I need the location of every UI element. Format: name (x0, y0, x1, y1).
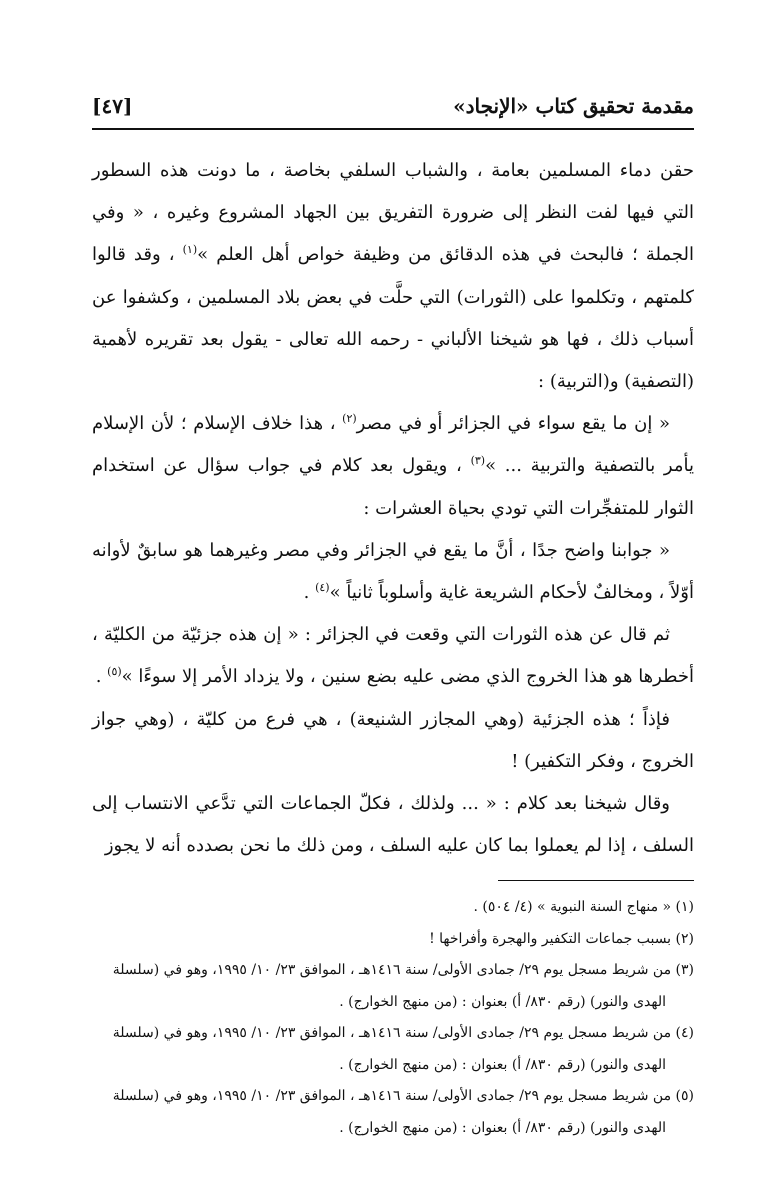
footnote-5-cont: الهدى والنور) (رقم ٨٣٠/ أ) بعنوان : (من منهج الخوارج) . (339, 1119, 666, 1136)
footnote-1: (١) « منهاج السنة النبوية » (٤/ ٥٠٤) . (473, 899, 694, 915)
footnote-4: (٤) من شريط مسجل يوم ٢٩/ جمادى الأولى/ سنة ١٤١٦هـ ، الموافق ٢٣/ ١٠/ ١٩٩٥، وهو في (سلسلة (112, 1025, 694, 1041)
footnote-3-cont: الهدى والنور) (رقم ٨٣٠/ أ) بعنوان : (من منهج الخوارج) . (339, 993, 666, 1010)
footnote-2: (٢) بسبب جماعات التكفير والهجرة وأفراخها ! (429, 930, 694, 947)
paragraph-3: « جوابنا واضح جدًا ، أنَّ ما يقع في الجزائر وفي مصر وغيرهما هو سابقٌ لأوانه أوّلاً ، ومخالفٌ لأحكام الشريعة غاية وأسلوباً ثانياً »$^{(٤)}$ . (92, 539, 694, 604)
footnote-3: (٣) من شريط مسجل يوم ٢٩/ جمادى الأولى/ سنة ١٤١٦هـ ، الموافق ٢٣/ ١٠/ ١٩٩٥، وهو في (سلسلة (112, 962, 694, 978)
footnote-ref[interactable]: (٣) (470, 454, 486, 468)
footnote-ref[interactable]: (٢) (342, 412, 357, 426)
page-number: [٤٧] (92, 94, 133, 118)
header-rule (92, 128, 694, 130)
footnote-ref[interactable]: (٥) (107, 665, 122, 679)
footnote-5: (٥) من شريط مسجل يوم ٢٩/ جمادى الأولى/ سنة ١٤١٦هـ ، الموافق ٢٣/ ١٠/ ١٩٩٥، وهو في (سلسلة (112, 1088, 694, 1104)
footnote-4-cont: الهدى والنور) (رقم ٨٣٠/ أ) بعنوان : (من منهج الخوارج) . (339, 1056, 666, 1073)
paragraph-4: ثم قال عن هذه الثورات التي وقعت في الجزائر : « إن هذه جزئيّة من الكليّة ، أخطرها هو هذا الخروج الذي مضى عليه بضع سنين ، ولا يزداد الأمر إلا سوءًا »$^{(٥)}$ . (92, 624, 694, 688)
footnote-ref[interactable]: (١) (182, 243, 198, 257)
footnotes (92, 892, 694, 1144)
header-title: مقدمة تحقيق كتاب «الإنجاد» (453, 94, 694, 118)
running-header (92, 88, 694, 124)
main-text (92, 150, 694, 867)
footnote-ref[interactable]: (٤) (315, 581, 330, 595)
footnote-separator (498, 880, 694, 881)
paragraph-5: فإذاً ؛ هذه الجزئية (وهي المجازر الشنيعة) ، هي فرع من كليّة ، (وهي جواز الخروج ، وفكر التكفير) ! (92, 708, 694, 772)
paragraph-1: حقن دماء المسلمين بعامة ، والشباب السلفي بخاصة ، ما دونت هذه السطور التي فيها لفت النظر إلى ضرورة التفريق بين الجهاد المشروع وغيره ، « وفي الجملة ؛ فالبحث في هذه الدقائق من وظيفة خواص أهل العلم »$^{(١)}$ ، وقد قالوا كلمتهم ، وتكلموا على (الثورات) التي حلَّت في بعض بلاد المسلمين ، وكشفوا عن أسباب ذلك ، فها هو شيخنا الألباني - رحمه الله تعالى - يقول بعد تقريره لأهمية (التصفية) و(التربية) : (92, 160, 694, 393)
paragraph-6: وقال شيخنا بعد كلام : « ... ولذلك ، فكلّ الجماعات التي تدَّعي الانتساب إلى السلف ، إذا لم يعملوا بما كان عليه السلف ، ومن ذلك ما نحن بصدده أنه لا يجوز (92, 793, 694, 857)
paragraph-2: « إن ما يقع سواء في الجزائر أو في مصر$^{(٢)}$ ، هذا خلاف الإسلام ؛ لأن الإسلام يأمر بالتصفية والتربية ... »$^{(٣)}$ ، ويقول بعد كلام في جواب سؤال عن استخدام الثوار للمتفجِّرات التي تودي بحياة العشرات : (92, 412, 694, 519)
